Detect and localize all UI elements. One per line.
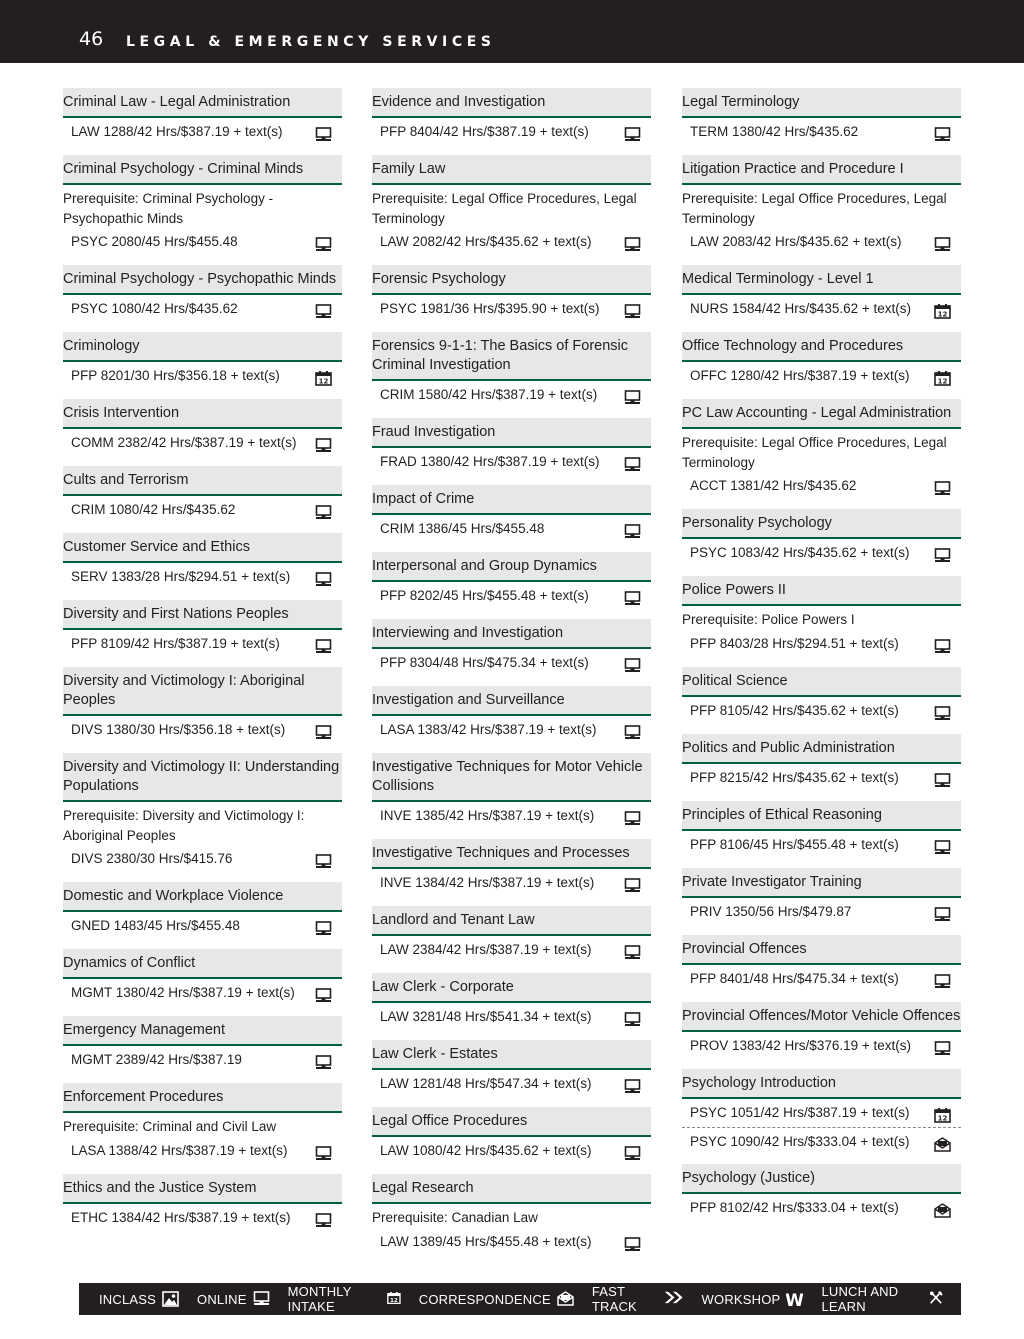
course-offering [372, 448, 651, 476]
course-entry [63, 155, 342, 256]
course-entry [682, 265, 961, 323]
online-icon [315, 435, 332, 450]
course-offering-text: LAW 1080/42 Hrs/$435.62 + text(s) [380, 1143, 592, 1158]
online-icon [315, 569, 332, 584]
course-offering-text: LASA 1383/42 Hrs/$387.19 + text(s) [380, 722, 597, 737]
course-offering [372, 1070, 651, 1098]
course-offering [63, 845, 342, 873]
course-title: Police Powers II [682, 576, 961, 606]
course-title: Interpersonal and Group Dynamics [372, 552, 651, 582]
course-offering [63, 118, 342, 146]
legend-item [99, 1291, 179, 1307]
course-entry [372, 973, 651, 1031]
course-offering [682, 764, 961, 792]
lunch-and-learn-icon [929, 1291, 943, 1307]
course-entry [63, 1083, 342, 1165]
course-offering [682, 118, 961, 146]
course-offering-text: PFP 8105/42 Hrs/$435.62 + text(s) [690, 702, 899, 718]
legend-label: LUNCH AND LEARN [821, 1284, 899, 1314]
course-entry [372, 485, 651, 543]
course-offering [372, 118, 651, 146]
course-title: Medical Terminology - Level 1 [682, 265, 961, 295]
course-offering [63, 1137, 342, 1165]
course-offering [372, 1228, 651, 1256]
course-offering-text: PFP 8404/42 Hrs/$387.19 + text(s) [380, 124, 589, 139]
course-title: Diversity and Victimology II: Understanding Populations [63, 753, 342, 802]
course-title: Provincial Offences [682, 935, 961, 965]
online-icon [315, 636, 332, 651]
svg-text:12: 12 [318, 377, 329, 386]
course-entry [63, 332, 342, 390]
page-number: 46 [79, 28, 104, 50]
course-prerequisite: Prerequisite: Legal Office Procedures, Legal Terminology [682, 435, 947, 470]
course-entry [682, 935, 961, 993]
legend-item [288, 1284, 401, 1314]
course-title: Interviewing and Investigation [372, 619, 651, 649]
course-offering [372, 1137, 651, 1165]
course-entry [682, 332, 961, 390]
course-entry [372, 1040, 651, 1098]
course-offering-text: SERV 1383/28 Hrs/$294.51 + text(s) [71, 569, 291, 584]
course-entry [372, 155, 651, 256]
monthly-intake-icon [387, 1291, 401, 1307]
course-entry [63, 667, 342, 744]
online-icon [934, 545, 951, 560]
course-offering [682, 228, 961, 256]
svg-text:12: 12 [937, 310, 948, 319]
course-offering-text: LAW 1281/48 Hrs/$547.34 + text(s) [380, 1076, 592, 1091]
online-icon [934, 837, 951, 852]
course-entry [63, 1174, 342, 1232]
online-icon [624, 875, 641, 890]
course-offering [63, 716, 342, 744]
inclass-icon [162, 1291, 179, 1307]
course-title: Law Clerk - Corporate [372, 973, 651, 1003]
course-entry [372, 332, 651, 409]
course-offering [682, 965, 961, 993]
online-icon [315, 124, 332, 139]
online-icon [934, 971, 951, 986]
course-title: Investigation and Surveillance [372, 686, 651, 716]
legend-label: INCLASS [99, 1291, 157, 1307]
course-offering-text: PFP 8109/42 Hrs/$387.19 + text(s) [71, 636, 280, 651]
course-offering-text: CRIM 1580/42 Hrs/$387.19 + text(s) [380, 387, 598, 402]
course-title: Forensics 9-1-1: The Basics of Forensic Criminal Investigation [372, 332, 651, 381]
course-title: Criminology [63, 332, 342, 362]
course-offering-text: PSYC 2080/45 Hrs/$455.48 [71, 234, 238, 249]
course-entry [682, 509, 961, 567]
course-offering-text: PSYC 1080/42 Hrs/$435.62 [71, 301, 238, 316]
online-icon [624, 808, 641, 823]
online-icon [624, 588, 641, 603]
course-title: Private Investigator Training [682, 868, 961, 898]
course-title: Ethics and the Justice System [63, 1174, 342, 1204]
course-offering-text: MGMT 1380/42 Hrs/$387.19 + text(s) [71, 985, 295, 1000]
legend-item [592, 1284, 684, 1314]
course-offering [372, 515, 651, 543]
course-title: Fraud Investigation [372, 418, 651, 448]
course-title: Provincial Offences/Motor Vehicle Offences [682, 1002, 961, 1032]
course-prerequisite: Prerequisite: Legal Office Procedures, Legal Terminology [372, 191, 637, 226]
course-offering-text: DIVS 1380/30 Hrs/$356.18 + text(s) [71, 722, 286, 737]
course-offering-text: LAW 2082/42 Hrs/$435.62 + text(s) [380, 234, 592, 249]
course-entry [372, 753, 651, 830]
course-title: Impact of Crime [372, 485, 651, 515]
course-entry [63, 600, 342, 658]
correspondence-icon [557, 1291, 574, 1307]
online-icon [624, 655, 641, 670]
course-offering-text: LAW 1389/45 Hrs/$455.48 + text(s) [380, 1233, 592, 1249]
workshop-icon [786, 1291, 803, 1307]
course-entry [372, 686, 651, 744]
legend-label: FAST TRACK [591, 1284, 637, 1314]
course-offering [682, 539, 961, 567]
course-offering-text: PSYC 1083/42 Hrs/$435.62 + text(s) [690, 545, 910, 560]
course-offering [372, 936, 651, 964]
course-offering [372, 295, 651, 323]
course-prerequisite: Prerequisite: Legal Office Procedures, Legal Terminology [682, 191, 947, 226]
online-icon [624, 1009, 641, 1024]
course-offering [372, 228, 651, 256]
course-title: Cults and Terrorism [63, 466, 342, 496]
course-entry [372, 418, 651, 476]
course-offering [682, 1099, 961, 1127]
online-icon [624, 454, 641, 469]
course-offering [372, 869, 651, 897]
course-offering-text: ACCT 1381/42 Hrs/$435.62 [690, 478, 857, 493]
course-title: Diversity and First Nations Peoples [63, 600, 342, 630]
course-title: Politics and Public Administration [682, 734, 961, 764]
course-offering-text: TERM 1380/42 Hrs/$435.62 [690, 124, 859, 139]
course-entry [682, 155, 961, 256]
course-entry [682, 801, 961, 859]
course-offering-text: LAW 3281/48 Hrs/$541.34 + text(s) [380, 1009, 592, 1024]
course-prerequisite: Prerequisite: Diversity and Victimology I: Aboriginal Peoples [63, 808, 305, 843]
online-icon [934, 636, 951, 651]
course-entry [682, 667, 961, 725]
page-header [0, 0, 1024, 63]
course-entry [682, 1164, 961, 1222]
course-offering-text: PRIV 1350/56 Hrs/$479.87 [690, 903, 852, 919]
online-icon [315, 1143, 332, 1158]
online-icon [624, 301, 641, 316]
course-offering [63, 1204, 342, 1232]
course-entry [63, 265, 342, 323]
section-title: LEGAL & EMERGENCY SERVICES [126, 34, 496, 50]
course-title: Customer Service and Ethics [63, 533, 342, 563]
course-offering [63, 429, 342, 457]
svg-text:12: 12 [937, 377, 948, 386]
online-icon [624, 234, 641, 249]
online-icon [934, 770, 951, 785]
course-entry [63, 949, 342, 1007]
course-column-3 [682, 88, 961, 1231]
delivery-legend [79, 1283, 961, 1315]
course-offering-text: INVE 1384/42 Hrs/$387.19 + text(s) [380, 875, 595, 890]
course-entry [63, 88, 342, 146]
course-entry [372, 1174, 651, 1256]
course-title: Law Clerk - Estates [372, 1040, 651, 1070]
course-offering-text: PROV 1383/42 Hrs/$376.19 + text(s) [690, 1037, 911, 1053]
online-icon [315, 918, 332, 933]
svg-text:12: 12 [937, 1114, 948, 1122]
course-offering [63, 228, 342, 256]
course-offering [372, 582, 651, 610]
online-icon [934, 904, 951, 919]
course-entry [682, 734, 961, 792]
online-icon [934, 478, 951, 493]
legend-item [821, 1284, 943, 1314]
course-entry [372, 552, 651, 610]
course-offering-text: DIVS 2380/30 Hrs/$415.76 [71, 851, 233, 866]
course-offering [682, 697, 961, 725]
course-offering-text: PSYC 1090/42 Hrs/$333.04 + text(s) [690, 1133, 910, 1149]
course-title: Diversity and Victimology I: Aboriginal Peoples [63, 667, 342, 716]
course-title: Litigation Practice and Procedure I [682, 155, 961, 185]
legend-item [702, 1291, 804, 1307]
course-entry [682, 399, 961, 500]
course-prerequisite: Prerequisite: Criminal and Civil Law [63, 1119, 277, 1134]
correspondence-icon [934, 1200, 951, 1215]
course-entry [372, 88, 651, 146]
course-offering-text: LASA 1388/42 Hrs/$387.19 + text(s) [71, 1142, 288, 1158]
course-entry [682, 868, 961, 926]
online-icon [934, 1038, 951, 1053]
course-offering-text: ETHC 1384/42 Hrs/$387.19 + text(s) [71, 1209, 291, 1225]
course-title: Family Law [372, 155, 651, 185]
monthly-intake-icon [934, 1105, 951, 1120]
online-icon [624, 521, 641, 536]
course-entry [63, 1016, 342, 1074]
online-icon [315, 234, 332, 249]
course-offering [682, 1194, 961, 1222]
course-title: PC Law Accounting - Legal Administration [682, 399, 961, 429]
legend-label: CORRESPONDENCE [418, 1291, 551, 1307]
course-title: Investigative Techniques and Processes [372, 839, 651, 869]
course-title: Legal Research [372, 1174, 651, 1204]
course-prerequisite: Prerequisite: Police Powers I [682, 612, 855, 627]
course-title: Landlord and Tenant Law [372, 906, 651, 936]
course-offering-text: LAW 2384/42 Hrs/$387.19 + text(s) [380, 942, 592, 957]
course-offering-text: MGMT 2389/42 Hrs/$387.19 [71, 1052, 242, 1067]
online-icon [624, 124, 641, 139]
course-offering-text: PSYC 1981/36 Hrs/$395.90 + text(s) [380, 301, 600, 316]
course-offering [63, 362, 342, 390]
course-offering [63, 295, 342, 323]
course-offering-text: COMM 2382/42 Hrs/$387.19 + text(s) [71, 435, 297, 450]
course-prerequisite: Prerequisite: Canadian Law [372, 1210, 538, 1225]
online-icon [315, 1210, 332, 1225]
course-column-1 [63, 88, 342, 1241]
online-icon [624, 1076, 641, 1091]
course-offering-text: PFP 8106/45 Hrs/$455.48 + text(s) [690, 836, 899, 852]
course-column-2 [372, 88, 651, 1265]
course-title: Dynamics of Conflict [63, 949, 342, 979]
legend-item [419, 1291, 574, 1307]
course-offering-text: CRIM 1386/45 Hrs/$455.48 [380, 521, 545, 536]
course-offering [682, 362, 961, 390]
course-entry [372, 619, 651, 677]
online-icon [253, 1291, 270, 1307]
online-icon [624, 1234, 641, 1249]
course-offering-text: INVE 1385/42 Hrs/$387.19 + text(s) [380, 808, 595, 823]
course-title: Political Science [682, 667, 961, 697]
course-offering [63, 1046, 342, 1074]
course-offering [682, 898, 961, 926]
online-icon [624, 722, 641, 737]
online-icon [315, 502, 332, 517]
course-entry [372, 1107, 651, 1165]
monthly-intake-icon [934, 301, 951, 319]
course-title: Crisis Intervention [63, 399, 342, 429]
course-offering [682, 630, 961, 658]
correspondence-icon [934, 1134, 951, 1149]
course-offering [682, 295, 961, 323]
course-offering-text: PFP 8403/28 Hrs/$294.51 + text(s) [690, 635, 899, 651]
course-offering-text: PFP 8304/48 Hrs/$475.34 + text(s) [380, 655, 589, 670]
course-offering-text: PSYC 1051/42 Hrs/$387.19 + text(s) [690, 1104, 910, 1120]
svg-text:W: W [786, 1291, 804, 1307]
course-title: Domestic and Workplace Violence [63, 882, 342, 912]
course-entry [63, 466, 342, 524]
course-title: Emergency Management [63, 1016, 342, 1046]
monthly-intake-icon [934, 368, 951, 386]
course-entry [63, 882, 342, 940]
online-icon [934, 124, 951, 139]
course-offering-text: OFFC 1280/42 Hrs/$387.19 + text(s) [690, 368, 910, 383]
online-icon [934, 234, 951, 249]
course-offering [63, 496, 342, 524]
course-entry [682, 1069, 961, 1155]
course-offering-text: LAW 2083/42 Hrs/$435.62 + text(s) [690, 234, 902, 249]
course-title: Criminal Psychology - Criminal Minds [63, 155, 342, 185]
course-offering [372, 381, 651, 409]
course-title: Criminal Psychology - Psychopathic Minds [63, 265, 342, 295]
online-icon [624, 387, 641, 402]
course-title: Psychology Introduction [682, 1069, 961, 1099]
course-offering [63, 563, 342, 591]
course-offering [372, 802, 651, 830]
course-title: Enforcement Procedures [63, 1083, 342, 1113]
legend-label: MONTHLY INTAKE [287, 1284, 352, 1314]
course-prerequisite: Prerequisite: Criminal Psychology - Psychopathic Minds [63, 191, 274, 226]
course-offering [372, 716, 651, 744]
course-offering-text: GNED 1483/45 Hrs/$455.48 [71, 918, 240, 933]
legend-label: ONLINE [197, 1291, 247, 1307]
online-icon [624, 942, 641, 957]
course-offering [372, 1003, 651, 1031]
course-entry [682, 1002, 961, 1060]
online-icon [624, 1143, 641, 1158]
course-title: Personality Psychology [682, 509, 961, 539]
online-icon [934, 703, 951, 718]
monthly-intake-icon [315, 368, 332, 386]
course-entry [372, 265, 651, 323]
course-offering [682, 1032, 961, 1060]
course-offering [63, 912, 342, 940]
course-offering [63, 979, 342, 1007]
course-offering-text: PFP 8102/42 Hrs/$333.04 + text(s) [690, 1199, 899, 1215]
course-entry [682, 88, 961, 146]
course-title: Legal Office Procedures [372, 1107, 651, 1137]
course-entry [63, 399, 342, 457]
course-entry [63, 753, 342, 873]
online-icon [315, 851, 332, 866]
course-title: Criminal Law - Legal Administration [63, 88, 342, 118]
course-offering-text: PFP 8401/48 Hrs/$475.34 + text(s) [690, 970, 899, 986]
course-offering [63, 630, 342, 658]
online-icon [315, 985, 332, 1000]
course-title: Office Technology and Procedures [682, 332, 961, 362]
course-offering-text: FRAD 1380/42 Hrs/$387.19 + text(s) [380, 454, 600, 469]
course-offering [682, 472, 961, 500]
course-offering-text: LAW 1288/42 Hrs/$387.19 + text(s) [71, 124, 283, 139]
course-entry [372, 839, 651, 897]
legend-label: WORKSHOP [701, 1291, 781, 1307]
course-offering-text: NURS 1584/42 Hrs/$435.62 + text(s) [690, 301, 911, 316]
online-icon [315, 722, 332, 737]
course-offering [682, 831, 961, 859]
course-title: Investigative Techniques for Motor Vehicle Collisions [372, 753, 651, 802]
course-title: Evidence and Investigation [372, 88, 651, 118]
course-title: Forensic Psychology [372, 265, 651, 295]
course-offering-text: PFP 8202/45 Hrs/$455.48 + text(s) [380, 588, 589, 603]
online-icon [315, 1052, 332, 1067]
course-entry [63, 533, 342, 591]
course-entry [682, 576, 961, 658]
course-offering-text: PFP 8215/42 Hrs/$435.62 + text(s) [690, 769, 899, 785]
online-icon [315, 301, 332, 316]
course-entry [372, 906, 651, 964]
course-title: Psychology (Justice) [682, 1164, 961, 1194]
course-title: Principles of Ethical Reasoning [682, 801, 961, 831]
fast-track-icon [664, 1291, 683, 1307]
svg-text:12: 12 [389, 1297, 398, 1304]
course-offering [682, 1127, 961, 1155]
course-offering [372, 649, 651, 677]
course-offering-text: CRIM 1080/42 Hrs/$435.62 [71, 502, 236, 517]
course-title: Legal Terminology [682, 88, 961, 118]
legend-item [197, 1291, 270, 1307]
course-offering-text: PFP 8201/30 Hrs/$356.18 + text(s) [71, 368, 280, 383]
